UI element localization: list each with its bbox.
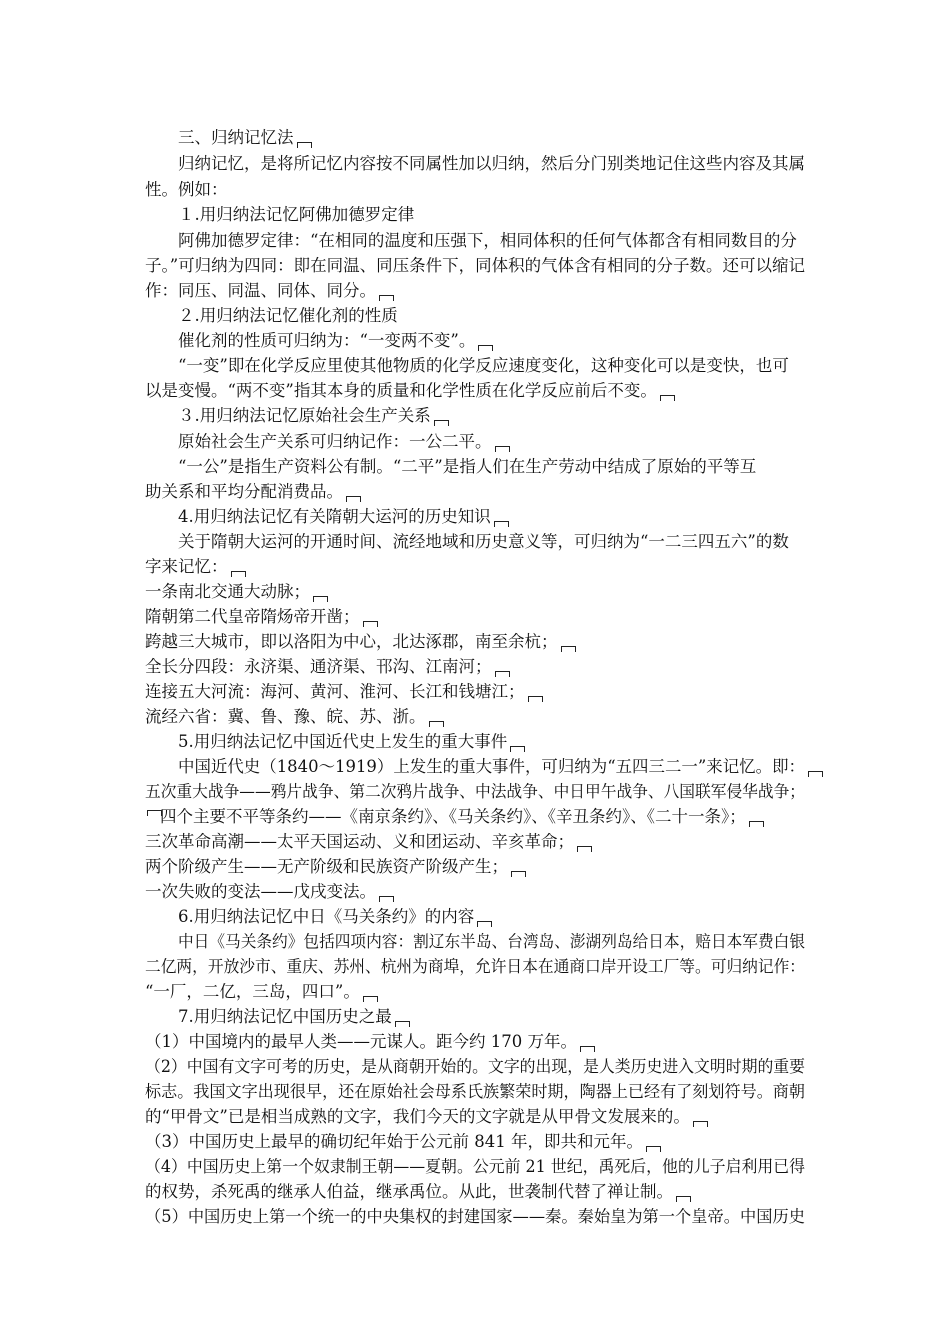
line-text: １.用归纳法记忆阿佛加德罗定律 xyxy=(178,205,415,224)
text-line xyxy=(178,730,950,754)
line-text: 五次重大战争——鸦片战争、第二次鸦片战争、中法战争、中日甲午战争、八国联军侵华战争； xyxy=(145,782,806,801)
paragraph-mark-icon xyxy=(646,1146,661,1152)
text-line xyxy=(145,1080,950,1104)
paragraph-mark-icon xyxy=(495,671,510,677)
text-line xyxy=(145,580,950,604)
text-line xyxy=(145,555,950,579)
line-text: ３.用归纳法记忆原始社会生产关系 xyxy=(178,406,431,425)
text-line xyxy=(145,1105,950,1129)
text-line xyxy=(145,980,950,1004)
paragraph-mark-icon xyxy=(749,821,764,827)
text-line xyxy=(145,605,950,629)
paragraph-mark-icon xyxy=(363,996,378,1002)
line-text: 隋朝第二代皇帝隋炀帝开凿； xyxy=(145,607,360,626)
line-text: 三、归纳记忆法 xyxy=(178,128,294,147)
line-text: 催化剂的性质可归纳为：“一变两不变”。 xyxy=(178,331,476,350)
text-line xyxy=(178,505,950,529)
line-text: 5.用归纳法记忆中国近代史上发生的重大事件 xyxy=(178,732,508,751)
text-line xyxy=(178,354,950,378)
line-text: （4）中国历史上第一个奴隶制王朝——夏朝。公元前 21 世纪，禹死后，他的儿子启利用已得 xyxy=(145,1157,805,1176)
line-text: 跨越三大城市，即以洛阳为中心，北达涿郡，南至余杭； xyxy=(145,632,558,651)
text-line xyxy=(145,1180,950,1204)
paragraph-mark-icon xyxy=(297,142,312,148)
line-text: “一变”即在化学反应里使其他物质的化学反应速度变化，这种变化可以是变快，也可 xyxy=(178,356,789,375)
line-text: 两个阶级产生——无产阶级和民族资产阶级产生； xyxy=(145,857,508,876)
paragraph-mark-icon xyxy=(577,846,592,852)
paragraph-mark-icon xyxy=(363,621,378,627)
paragraph-mark-icon xyxy=(511,871,526,877)
text-line xyxy=(145,1130,950,1154)
paragraph-mark-icon xyxy=(693,1121,708,1127)
text-line xyxy=(178,530,950,554)
line-text: 阿佛加德罗定律：“在相同的温度和压强下，相同体积的任何气体都含有相同数目的分 xyxy=(178,231,797,250)
text-line xyxy=(145,630,950,654)
text-line xyxy=(145,705,950,729)
text-line xyxy=(145,855,950,879)
line-text: 字来记忆： xyxy=(145,557,228,576)
line-text: 的权势，杀死禹的继承人伯益，继承禹位。从此，世袭制代替了禅让制。 xyxy=(145,1182,673,1201)
text-line xyxy=(145,680,950,704)
text-line xyxy=(145,1155,950,1179)
text-line xyxy=(145,1030,950,1054)
text-line xyxy=(145,254,950,278)
line-text: （2）中国有文字可考的历史，是从商朝开始的。文字的出现，是人类历史进入文明时期的重要 xyxy=(145,1057,806,1076)
text-line xyxy=(178,905,950,929)
text-line xyxy=(178,203,950,227)
text-line xyxy=(178,930,950,954)
paragraph-mark-icon xyxy=(580,1046,595,1052)
line-text: 性。例如： xyxy=(145,180,228,199)
paragraph-mark-icon xyxy=(660,395,675,401)
text-line xyxy=(145,780,950,804)
line-text: 7.用归纳法记忆中国历史之最 xyxy=(178,1007,392,1026)
text-line xyxy=(178,329,950,353)
text-line xyxy=(145,178,950,202)
text-line xyxy=(178,152,950,176)
paragraph-mark-icon xyxy=(808,771,823,777)
paragraph-mark-icon xyxy=(561,646,576,652)
paragraph-mark-icon xyxy=(528,696,543,702)
text-line xyxy=(160,805,950,829)
line-text: 6.用归纳法记忆中日《马关条约》的内容 xyxy=(178,907,475,926)
line-text: 全长分四段：永济渠、通济渠、邗沟、江南河； xyxy=(145,657,492,676)
line-text: “一公”是指生产资料公有制。“二平”是指人们在生产劳动中结成了原始的平等互 xyxy=(178,457,757,476)
text-line xyxy=(145,1055,950,1079)
paragraph-mark-icon xyxy=(147,810,162,816)
line-text: 归纳记忆，是将所记忆内容按不同属性加以归纳，然后分门别类地记住这些内容及其属 xyxy=(178,154,805,173)
text-line xyxy=(145,955,950,979)
paragraph-mark-icon xyxy=(510,746,525,752)
line-text: 子。”可归纳为四同：即在同温、同压条件下，同体积的气体含有相同的分子数。还可以缩记 xyxy=(145,256,805,275)
paragraph-mark-icon xyxy=(313,596,328,602)
line-text: 中日《马关条约》包括四项内容：割辽东半岛、台湾岛、澎湖列岛给日本，赔日本军费白银 xyxy=(178,932,805,951)
line-text: （5）中国历史上第一个统一的中央集权的封建国家——秦。秦始皇为第一个皇帝。中国历史 xyxy=(145,1207,805,1226)
paragraph-mark-icon xyxy=(434,420,449,426)
line-text: 流经六省：冀、鲁、豫、皖、苏、浙。 xyxy=(145,707,426,726)
paragraph-mark-icon xyxy=(429,721,444,727)
text-line xyxy=(145,379,950,403)
line-text: 作：同压、同温、同体、同分。 xyxy=(145,281,376,300)
text-line xyxy=(178,1005,950,1029)
line-text: 中国近代史（1840～1919）上发生的重大事件，可归纳为“五四三二一”来记忆。即： xyxy=(178,757,805,776)
text-line xyxy=(178,126,950,150)
text-line xyxy=(145,480,950,504)
paragraph-mark-icon xyxy=(478,345,493,351)
line-text: 连接五大河流：海河、黄河、淮河、长江和钱塘江； xyxy=(145,682,525,701)
line-text: “一厂，二亿，三岛，四口”。 xyxy=(145,982,360,1001)
line-text: 一次失败的变法——戊戌变法。 xyxy=(145,882,376,901)
paragraph-mark-icon xyxy=(379,295,394,301)
text-line xyxy=(178,430,950,454)
line-text: 二亿两，开放沙市、重庆、苏州、杭州为商埠，允许日本在通商口岸开设工厂等。可归纳记作： xyxy=(145,957,806,976)
line-text: 三次革命高潮——太平天国运动、义和团运动、辛亥革命； xyxy=(145,832,574,851)
text-line xyxy=(178,404,950,428)
text-line xyxy=(178,455,950,479)
paragraph-mark-icon xyxy=(346,496,361,502)
text-line xyxy=(145,655,950,679)
line-text: 4.用归纳法记忆有关隋朝大运河的历史知识 xyxy=(178,507,491,526)
line-text: 一条南北交通大动脉； xyxy=(145,582,310,601)
line-text: 标志。我国文字出现很早，还在原始社会母系氏族繁荣时期，陶器上已经有了刻划符号。商朝 xyxy=(145,1082,805,1101)
line-text: 助关系和平均分配消费品。 xyxy=(145,482,343,501)
line-text: 原始社会生产关系可归纳记作：一公二平。 xyxy=(178,432,492,451)
line-text: （3）中国历史上最早的确切纪年始于公元前 841 年，即共和元年。 xyxy=(145,1132,643,1151)
text-line xyxy=(145,1205,950,1229)
text-line xyxy=(145,830,950,854)
paragraph-mark-icon xyxy=(494,521,509,527)
paragraph-mark-icon xyxy=(231,571,246,577)
line-text: 以是变慢。“两不变”指其本身的质量和化学性质在化学反应前后不变。 xyxy=(145,381,657,400)
text-line xyxy=(178,304,950,328)
line-text: 四个主要不平等条约——《南京条约》、《马关条约》、《辛丑条约》、《二十一条》； xyxy=(160,807,746,826)
line-text: （1）中国境内的最早人类——元谋人。距今约 170 万年。 xyxy=(145,1032,577,1051)
text-line xyxy=(145,279,950,303)
line-text: 的“甲骨文”已是相当成熟的文字，我们今天的文字就是从甲骨文发展来的。 xyxy=(145,1107,690,1126)
line-text: 关于隋朝大运河的开通时间、流经地域和历史意义等，可归纳为“一二三四五六”的数 xyxy=(178,532,789,551)
paragraph-mark-icon xyxy=(477,921,492,927)
text-line xyxy=(145,880,950,904)
text-line xyxy=(178,755,950,779)
paragraph-mark-icon xyxy=(395,1021,410,1027)
paragraph-mark-icon xyxy=(676,1196,691,1202)
text-line xyxy=(178,229,950,253)
line-text: ２.用归纳法记忆催化剂的性质 xyxy=(178,306,398,325)
paragraph-mark-icon xyxy=(495,446,510,452)
paragraph-mark-icon xyxy=(379,896,394,902)
